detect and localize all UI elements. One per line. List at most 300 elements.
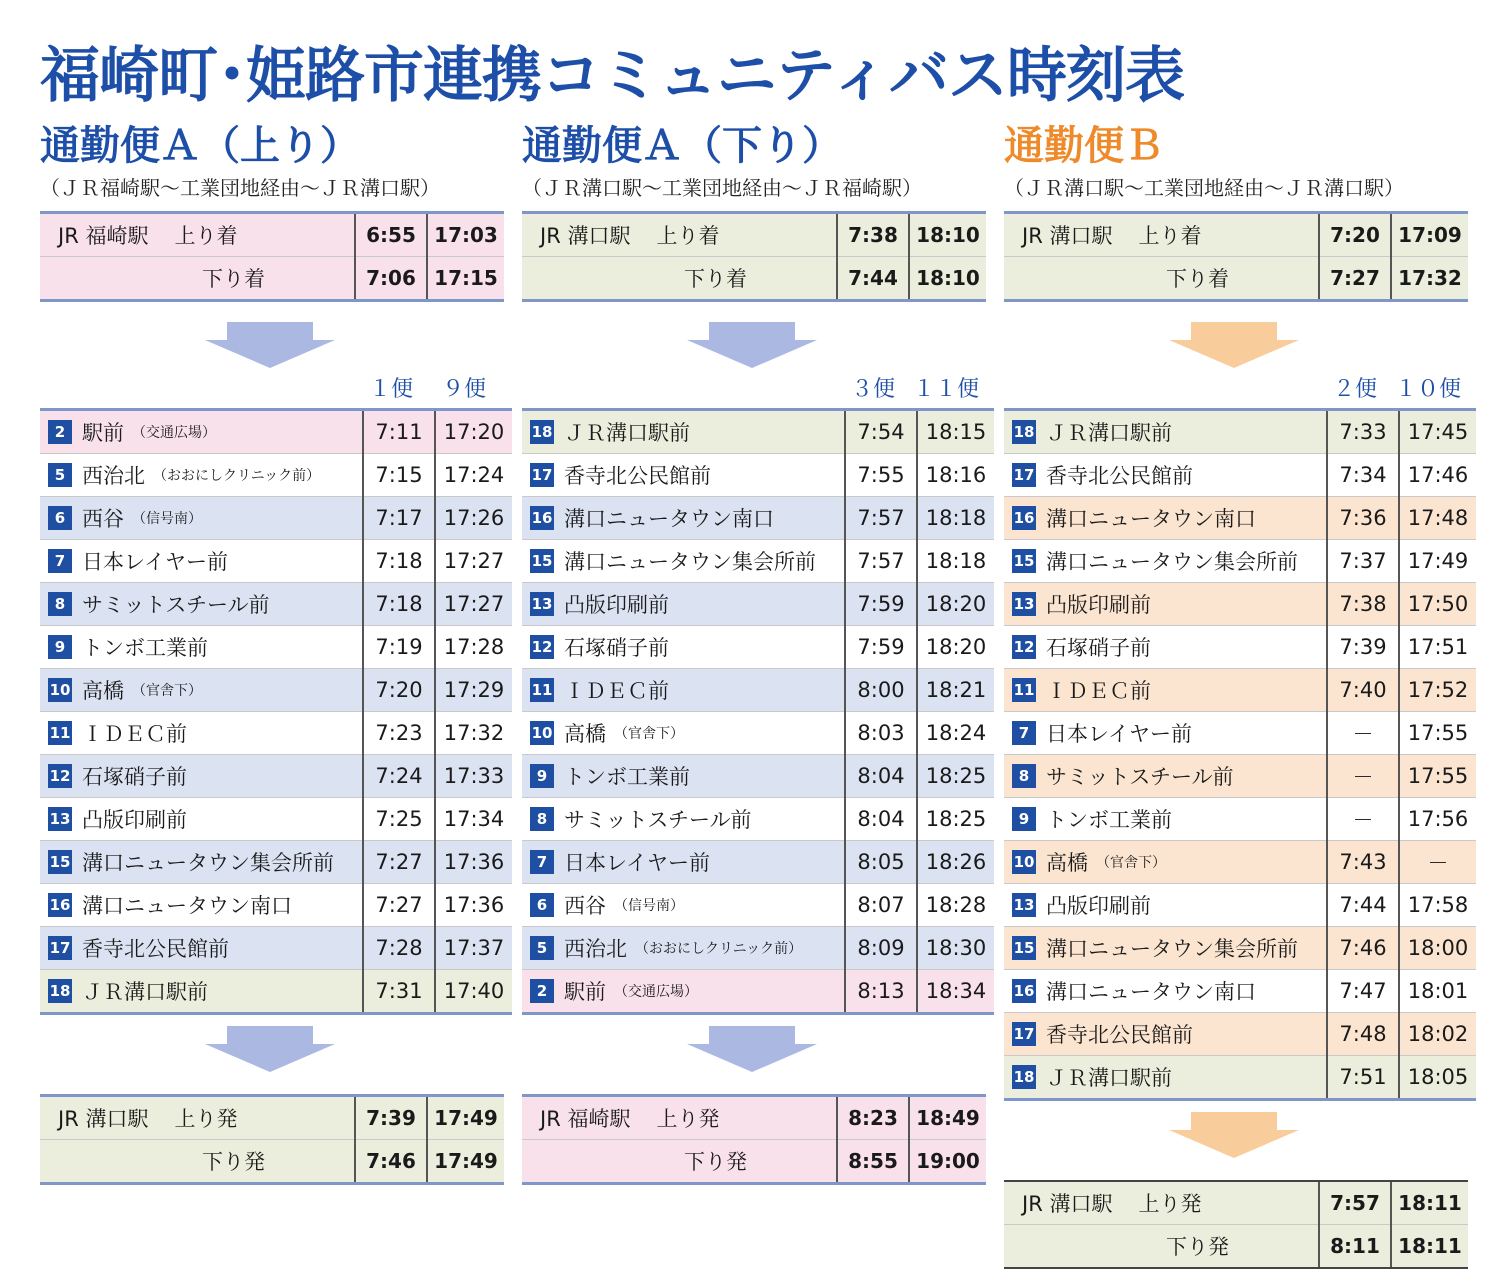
time-cell: 7:39 bbox=[355, 1096, 427, 1140]
route-subtitle: （ＪＲ溝口駅～工業団地経由～ＪＲ溝口駅） bbox=[1004, 176, 1404, 200]
stop-name: 高橋 bbox=[82, 679, 124, 703]
stop-number-badge: 17 bbox=[1012, 1022, 1036, 1046]
stop-name: 高橋 bbox=[564, 722, 606, 746]
stop-number-badge: 15 bbox=[1012, 936, 1036, 960]
stop-name: 西谷 bbox=[82, 507, 124, 531]
terminal-label: 上り着 bbox=[656, 224, 720, 248]
time-cell: 8:07 bbox=[845, 884, 917, 927]
table-row bbox=[1004, 583, 1476, 626]
stop-name: トンボ工業前 bbox=[564, 765, 690, 789]
time-cell: 17:15 bbox=[427, 257, 504, 301]
time-cell: 17:28 bbox=[435, 626, 512, 669]
time-cell: 18:26 bbox=[917, 841, 994, 884]
table-row bbox=[522, 884, 994, 927]
stop-name: 溝口ニュータウン南口 bbox=[82, 894, 292, 918]
time-cell: 7:27 bbox=[363, 884, 435, 927]
table-row bbox=[1004, 1013, 1476, 1056]
time-cell: 17:55 bbox=[1399, 712, 1476, 755]
time-cell: 7:20 bbox=[1319, 213, 1391, 257]
terminal-row bbox=[40, 213, 504, 257]
time-cell: 8:03 bbox=[845, 712, 917, 755]
time-cell: 17:36 bbox=[435, 884, 512, 927]
table-row bbox=[40, 970, 512, 1014]
stops-table bbox=[522, 408, 994, 1015]
stop-number-badge: 13 bbox=[530, 592, 554, 616]
time-cell: 7:39 bbox=[1327, 626, 1399, 669]
stop-name: 石塚硝子前 bbox=[1046, 636, 1151, 660]
stop-number-badge: 2 bbox=[48, 420, 72, 444]
time-cell: 8:13 bbox=[845, 970, 917, 1014]
stop-number-badge: 8 bbox=[48, 592, 72, 616]
stop-note: （官舎下） bbox=[1096, 855, 1166, 871]
time-cell: 7:43 bbox=[1327, 841, 1399, 884]
stop-number-badge: 5 bbox=[530, 936, 554, 960]
terminal-label: 上り着 bbox=[1138, 224, 1202, 248]
stop-name: 高橋 bbox=[1046, 851, 1088, 875]
table-row bbox=[1004, 540, 1476, 583]
time-cell: 7:47 bbox=[1327, 970, 1399, 1013]
time-cell: 18:00 bbox=[1399, 927, 1476, 970]
down-arrow-icon bbox=[687, 1026, 817, 1072]
time-cell: 7:46 bbox=[1327, 927, 1399, 970]
table-row bbox=[522, 669, 994, 712]
table-row bbox=[522, 798, 994, 841]
terminal-row bbox=[40, 1140, 504, 1184]
table-row bbox=[522, 626, 994, 669]
time-cell: 17:26 bbox=[435, 497, 512, 540]
stops-table bbox=[40, 408, 512, 1015]
time-cell: 18:49 bbox=[909, 1096, 986, 1140]
time-cell: 17:24 bbox=[435, 454, 512, 497]
stop-number-badge: 7 bbox=[48, 549, 72, 573]
stop-name: トンボ工業前 bbox=[82, 636, 208, 660]
time-cell: 7:18 bbox=[363, 540, 435, 583]
flight-label: ２便 bbox=[1332, 377, 1377, 402]
time-cell: 18:21 bbox=[917, 669, 994, 712]
time-cell: 17:33 bbox=[435, 755, 512, 798]
stop-name: ＪＲ溝口駅前 bbox=[564, 421, 690, 445]
time-cell: 8:04 bbox=[845, 755, 917, 798]
stop-note: （交通広場） bbox=[132, 425, 216, 441]
time-cell: 7:20 bbox=[363, 669, 435, 712]
table-row bbox=[522, 410, 994, 454]
stop-number-badge: 6 bbox=[48, 506, 72, 530]
stop-number-badge: 15 bbox=[48, 850, 72, 874]
stop-name: 溝口ニュータウン集会所前 bbox=[564, 550, 816, 574]
stop-number-badge: 15 bbox=[1012, 549, 1036, 573]
terminal-row bbox=[1004, 257, 1468, 301]
down-arrow-icon bbox=[1169, 322, 1299, 368]
terminal-row bbox=[1004, 1181, 1468, 1225]
time-cell: 7:38 bbox=[1327, 583, 1399, 626]
time-cell: 7:31 bbox=[363, 970, 435, 1014]
stop-name: ＪＲ溝口駅前 bbox=[1046, 1066, 1172, 1090]
table-row bbox=[40, 410, 512, 454]
time-cell: 17:46 bbox=[1399, 454, 1476, 497]
stop-name: ＪＲ溝口駅前 bbox=[82, 980, 208, 1004]
time-cell: 8:23 bbox=[837, 1096, 909, 1140]
stop-number-badge: 17 bbox=[1012, 463, 1036, 487]
time-cell: 7:57 bbox=[1319, 1181, 1391, 1225]
time-cell: 17:55 bbox=[1399, 755, 1476, 798]
time-cell: 18:11 bbox=[1391, 1181, 1468, 1225]
time-cell: 17:56 bbox=[1399, 798, 1476, 841]
table-row bbox=[40, 669, 512, 712]
time-cell: 18:01 bbox=[1399, 970, 1476, 1013]
stop-number-badge: 11 bbox=[530, 678, 554, 702]
terminal-station: JR 溝口駅 bbox=[58, 1107, 149, 1131]
stop-name: 駅前 bbox=[564, 980, 606, 1004]
table-row bbox=[40, 798, 512, 841]
time-cell: 17:52 bbox=[1399, 669, 1476, 712]
time-cell: 7:51 bbox=[1327, 1056, 1399, 1100]
table-row bbox=[1004, 1056, 1476, 1100]
time-cell: 18:25 bbox=[917, 798, 994, 841]
time-cell: － bbox=[1399, 841, 1476, 884]
stop-name: 日本レイヤー前 bbox=[1046, 722, 1192, 746]
stop-note: （官舎下） bbox=[614, 726, 684, 742]
stop-note: （官舎下） bbox=[132, 683, 202, 699]
stop-name: 溝口ニュータウン南口 bbox=[1046, 507, 1256, 531]
table-row bbox=[40, 841, 512, 884]
time-cell: 7:36 bbox=[1327, 497, 1399, 540]
time-cell: 7:18 bbox=[363, 583, 435, 626]
time-cell: 18:02 bbox=[1399, 1013, 1476, 1056]
stop-name: 日本レイヤー前 bbox=[82, 550, 228, 574]
time-cell: 17:49 bbox=[427, 1140, 504, 1184]
terminal-station: JR 溝口駅 bbox=[540, 224, 631, 248]
stop-number-badge: 11 bbox=[48, 721, 72, 745]
table-row bbox=[1004, 755, 1476, 798]
table-row bbox=[1004, 841, 1476, 884]
stop-note: （信号南） bbox=[614, 898, 684, 914]
page-title: 福崎町･姫路市連携コミュニティバス時刻表 bbox=[40, 41, 1184, 111]
time-cell: 18:25 bbox=[917, 755, 994, 798]
time-cell: 7:54 bbox=[845, 410, 917, 454]
time-cell: 7:59 bbox=[845, 583, 917, 626]
time-cell: 17:03 bbox=[427, 213, 504, 257]
time-cell: － bbox=[1327, 712, 1399, 755]
time-cell: 8:00 bbox=[845, 669, 917, 712]
stop-number-badge: 16 bbox=[48, 893, 72, 917]
time-cell: 17:20 bbox=[435, 410, 512, 454]
time-cell: 7:15 bbox=[363, 454, 435, 497]
time-cell: 18:10 bbox=[909, 257, 986, 301]
table-row bbox=[1004, 410, 1476, 454]
time-cell: 8:04 bbox=[845, 798, 917, 841]
stop-number-badge: 16 bbox=[530, 506, 554, 530]
departure-table bbox=[40, 1094, 504, 1185]
terminal-label: 上り発 bbox=[656, 1107, 720, 1131]
time-cell: 7:24 bbox=[363, 755, 435, 798]
table-row bbox=[1004, 798, 1476, 841]
terminal-row bbox=[522, 1140, 986, 1184]
time-cell: 7:34 bbox=[1327, 454, 1399, 497]
stop-name: ＩＤＥＣ前 bbox=[82, 722, 187, 746]
terminal-row bbox=[1004, 1225, 1468, 1269]
time-cell: 7:57 bbox=[845, 540, 917, 583]
time-cell: 7:11 bbox=[363, 410, 435, 454]
stop-number-badge: 15 bbox=[530, 549, 554, 573]
flight-label: １便 bbox=[368, 377, 413, 402]
time-cell: 7:44 bbox=[837, 257, 909, 301]
timetable-column bbox=[1004, 0, 1469, 1275]
time-cell: 17:58 bbox=[1399, 884, 1476, 927]
table-row bbox=[40, 755, 512, 798]
departure-table bbox=[522, 1094, 986, 1185]
terminal-station: JR 福崎駅 bbox=[540, 1107, 631, 1131]
table-row bbox=[522, 755, 994, 798]
table-row bbox=[522, 540, 994, 583]
stop-name: 溝口ニュータウン南口 bbox=[564, 507, 774, 531]
stop-name: 凸版印刷前 bbox=[1046, 593, 1151, 617]
departure-table bbox=[1004, 1180, 1468, 1269]
stop-name: 香寺北公民館前 bbox=[82, 937, 229, 961]
time-cell: 17:50 bbox=[1399, 583, 1476, 626]
terminal-label: 下り発 bbox=[202, 1150, 265, 1174]
terminal-label: 下り発 bbox=[1166, 1235, 1229, 1259]
stop-name: 溝口ニュータウン集会所前 bbox=[1046, 937, 1298, 961]
flight-label: １１便 bbox=[912, 377, 979, 402]
terminal-label: 下り着 bbox=[202, 267, 265, 291]
time-cell: － bbox=[1327, 798, 1399, 841]
time-cell: 8:05 bbox=[845, 841, 917, 884]
stop-number-badge: 7 bbox=[1012, 721, 1036, 745]
terminal-label: 下り着 bbox=[684, 267, 747, 291]
terminal-station: JR 溝口駅 bbox=[1022, 224, 1113, 248]
time-cell: 7:55 bbox=[845, 454, 917, 497]
table-row bbox=[40, 884, 512, 927]
arrival-table bbox=[1004, 211, 1468, 302]
stop-name: 駅前 bbox=[82, 421, 124, 445]
time-cell: 7:17 bbox=[363, 497, 435, 540]
stop-note: （おおにしクリニック前） bbox=[635, 941, 803, 957]
table-row bbox=[1004, 497, 1476, 540]
terminal-station: JR 福崎駅 bbox=[58, 224, 149, 248]
time-cell: 18:18 bbox=[917, 540, 994, 583]
time-cell: 7:27 bbox=[363, 841, 435, 884]
stop-name: ＩＤＥＣ前 bbox=[1046, 679, 1151, 703]
stop-number-badge: 16 bbox=[1012, 979, 1036, 1003]
table-row bbox=[1004, 626, 1476, 669]
arrival-table bbox=[40, 211, 504, 302]
terminal-label: 上り着 bbox=[174, 224, 238, 248]
terminal-row bbox=[522, 213, 986, 257]
terminal-label: 上り発 bbox=[1138, 1192, 1202, 1216]
terminal-row bbox=[522, 257, 986, 301]
stop-number-badge: 13 bbox=[48, 807, 72, 831]
time-cell: 17:49 bbox=[1399, 540, 1476, 583]
table-row bbox=[522, 970, 994, 1014]
route-title: 通勤便Ａ（下り） bbox=[522, 123, 842, 169]
time-cell: 7:28 bbox=[363, 927, 435, 970]
stop-note: （おおにしクリニック前） bbox=[153, 468, 321, 484]
flight-label: ９便 bbox=[441, 377, 486, 402]
stop-number-badge: 7 bbox=[530, 850, 554, 874]
stop-number-badge: 17 bbox=[530, 463, 554, 487]
table-row bbox=[40, 927, 512, 970]
time-cell: 7:57 bbox=[845, 497, 917, 540]
down-arrow-icon bbox=[205, 1026, 335, 1072]
time-cell: 18:18 bbox=[917, 497, 994, 540]
stop-number-badge: 8 bbox=[530, 807, 554, 831]
time-cell: 17:49 bbox=[427, 1096, 504, 1140]
stop-name: 溝口ニュータウン集会所前 bbox=[1046, 550, 1298, 574]
time-cell: 18:34 bbox=[917, 970, 994, 1014]
table-row bbox=[40, 626, 512, 669]
time-cell: 18:30 bbox=[917, 927, 994, 970]
terminal-row bbox=[40, 1096, 504, 1140]
stop-note: （信号南） bbox=[132, 511, 202, 527]
stop-number-badge: 13 bbox=[1012, 592, 1036, 616]
stop-number-badge: 10 bbox=[48, 678, 72, 702]
time-cell: 17:32 bbox=[1391, 257, 1468, 301]
flight-header bbox=[1004, 372, 1464, 408]
stop-name: 石塚硝子前 bbox=[82, 765, 187, 789]
time-cell: 7:44 bbox=[1327, 884, 1399, 927]
time-cell: 18:24 bbox=[917, 712, 994, 755]
flight-header bbox=[522, 372, 982, 408]
table-row bbox=[40, 454, 512, 497]
table-row bbox=[40, 497, 512, 540]
stop-name: サミットスチール前 bbox=[82, 593, 270, 617]
table-row bbox=[522, 712, 994, 755]
table-row bbox=[522, 497, 994, 540]
time-cell: 7:59 bbox=[845, 626, 917, 669]
time-cell: 17:29 bbox=[435, 669, 512, 712]
timetable-column bbox=[522, 0, 987, 1275]
stop-name: 西谷 bbox=[564, 894, 606, 918]
time-cell: 17:48 bbox=[1399, 497, 1476, 540]
route-subtitle: （ＪＲ福崎駅～工業団地経由～ＪＲ溝口駅） bbox=[40, 176, 440, 200]
down-arrow-icon bbox=[687, 322, 817, 368]
time-cell: 7:27 bbox=[1319, 257, 1391, 301]
table-row bbox=[522, 454, 994, 497]
table-row bbox=[40, 712, 512, 755]
stop-number-badge: 13 bbox=[1012, 893, 1036, 917]
stop-name: 凸版印刷前 bbox=[564, 593, 669, 617]
table-row bbox=[40, 583, 512, 626]
time-cell: 17:09 bbox=[1391, 213, 1468, 257]
stop-number-badge: 12 bbox=[48, 764, 72, 788]
stop-name: 溝口ニュータウン南口 bbox=[1046, 980, 1256, 1004]
table-row bbox=[1004, 669, 1476, 712]
time-cell: 7:48 bbox=[1327, 1013, 1399, 1056]
stop-name: 石塚硝子前 bbox=[564, 636, 669, 660]
time-cell: － bbox=[1327, 755, 1399, 798]
time-cell: 7:40 bbox=[1327, 669, 1399, 712]
time-cell: 7:33 bbox=[1327, 410, 1399, 454]
terminal-label: 下り発 bbox=[684, 1150, 747, 1174]
table-row bbox=[1004, 712, 1476, 755]
table-row bbox=[40, 540, 512, 583]
time-cell: 17:32 bbox=[435, 712, 512, 755]
terminal-row bbox=[522, 1096, 986, 1140]
time-cell: 18:20 bbox=[917, 626, 994, 669]
stop-number-badge: 12 bbox=[1012, 635, 1036, 659]
stop-number-badge: 2 bbox=[530, 979, 554, 1003]
stop-number-badge: 10 bbox=[530, 721, 554, 745]
stop-name: 香寺北公民館前 bbox=[1046, 1023, 1193, 1047]
stop-number-badge: 5 bbox=[48, 463, 72, 487]
table-row bbox=[522, 841, 994, 884]
table-row bbox=[522, 583, 994, 626]
stop-number-badge: 6 bbox=[530, 893, 554, 917]
route-subtitle: （ＪＲ溝口駅～工業団地経由～ＪＲ福崎駅） bbox=[522, 176, 922, 200]
time-cell: 7:37 bbox=[1327, 540, 1399, 583]
time-cell: 6:55 bbox=[355, 213, 427, 257]
stop-name: 溝口ニュータウン集会所前 bbox=[82, 851, 334, 875]
down-arrow-icon bbox=[1169, 1112, 1299, 1158]
time-cell: 17:37 bbox=[435, 927, 512, 970]
table-row bbox=[522, 927, 994, 970]
stop-number-badge: 18 bbox=[48, 979, 72, 1003]
flight-label: ３便 bbox=[850, 377, 895, 402]
time-cell: 7:25 bbox=[363, 798, 435, 841]
time-cell: 7:38 bbox=[837, 213, 909, 257]
stop-name: ＪＲ溝口駅前 bbox=[1046, 421, 1172, 445]
terminal-label: 上り発 bbox=[174, 1107, 238, 1131]
terminal-label: 下り着 bbox=[1166, 267, 1229, 291]
stop-number-badge: 9 bbox=[48, 635, 72, 659]
time-cell: 17:27 bbox=[435, 583, 512, 626]
stop-number-badge: 9 bbox=[530, 764, 554, 788]
terminal-row bbox=[1004, 213, 1468, 257]
time-cell: 18:16 bbox=[917, 454, 994, 497]
time-cell: 19:00 bbox=[909, 1140, 986, 1184]
stop-name: 凸版印刷前 bbox=[82, 808, 187, 832]
time-cell: 18:20 bbox=[917, 583, 994, 626]
time-cell: 18:10 bbox=[909, 213, 986, 257]
time-cell: 8:55 bbox=[837, 1140, 909, 1184]
time-cell: 18:28 bbox=[917, 884, 994, 927]
terminal-row bbox=[40, 257, 504, 301]
stop-name: 西治北 bbox=[82, 464, 145, 488]
time-cell: 7:23 bbox=[363, 712, 435, 755]
down-arrow-icon bbox=[205, 322, 335, 368]
stop-number-badge: 16 bbox=[1012, 506, 1036, 530]
route-title: 通勤便Ｂ bbox=[1004, 123, 1164, 169]
time-cell: 17:51 bbox=[1399, 626, 1476, 669]
time-cell: 7:06 bbox=[355, 257, 427, 301]
flight-header bbox=[40, 372, 500, 408]
stop-number-badge: 17 bbox=[48, 936, 72, 960]
stop-name: 日本レイヤー前 bbox=[564, 851, 710, 875]
time-cell: 17:27 bbox=[435, 540, 512, 583]
stop-number-badge: 12 bbox=[530, 635, 554, 659]
stop-name: 凸版印刷前 bbox=[1046, 894, 1151, 918]
stop-number-badge: 18 bbox=[530, 420, 554, 444]
stops-table bbox=[1004, 408, 1476, 1101]
stop-note: （交通広場） bbox=[614, 984, 698, 1000]
table-row bbox=[1004, 454, 1476, 497]
table-row bbox=[1004, 927, 1476, 970]
stop-number-badge: 10 bbox=[1012, 850, 1036, 874]
time-cell: 18:11 bbox=[1391, 1225, 1468, 1269]
stop-name: ＩＤＥＣ前 bbox=[564, 679, 669, 703]
stop-name: サミットスチール前 bbox=[564, 808, 752, 832]
time-cell: 18:05 bbox=[1399, 1056, 1476, 1100]
terminal-station: JR 溝口駅 bbox=[1022, 1192, 1113, 1216]
stop-number-badge: 18 bbox=[1012, 420, 1036, 444]
time-cell: 17:34 bbox=[435, 798, 512, 841]
time-cell: 8:09 bbox=[845, 927, 917, 970]
stop-name: サミットスチール前 bbox=[1046, 765, 1234, 789]
time-cell: 17:40 bbox=[435, 970, 512, 1014]
route-title: 通勤便Ａ（上り） bbox=[40, 123, 360, 169]
time-cell: 7:46 bbox=[355, 1140, 427, 1184]
stop-number-badge: 8 bbox=[1012, 764, 1036, 788]
